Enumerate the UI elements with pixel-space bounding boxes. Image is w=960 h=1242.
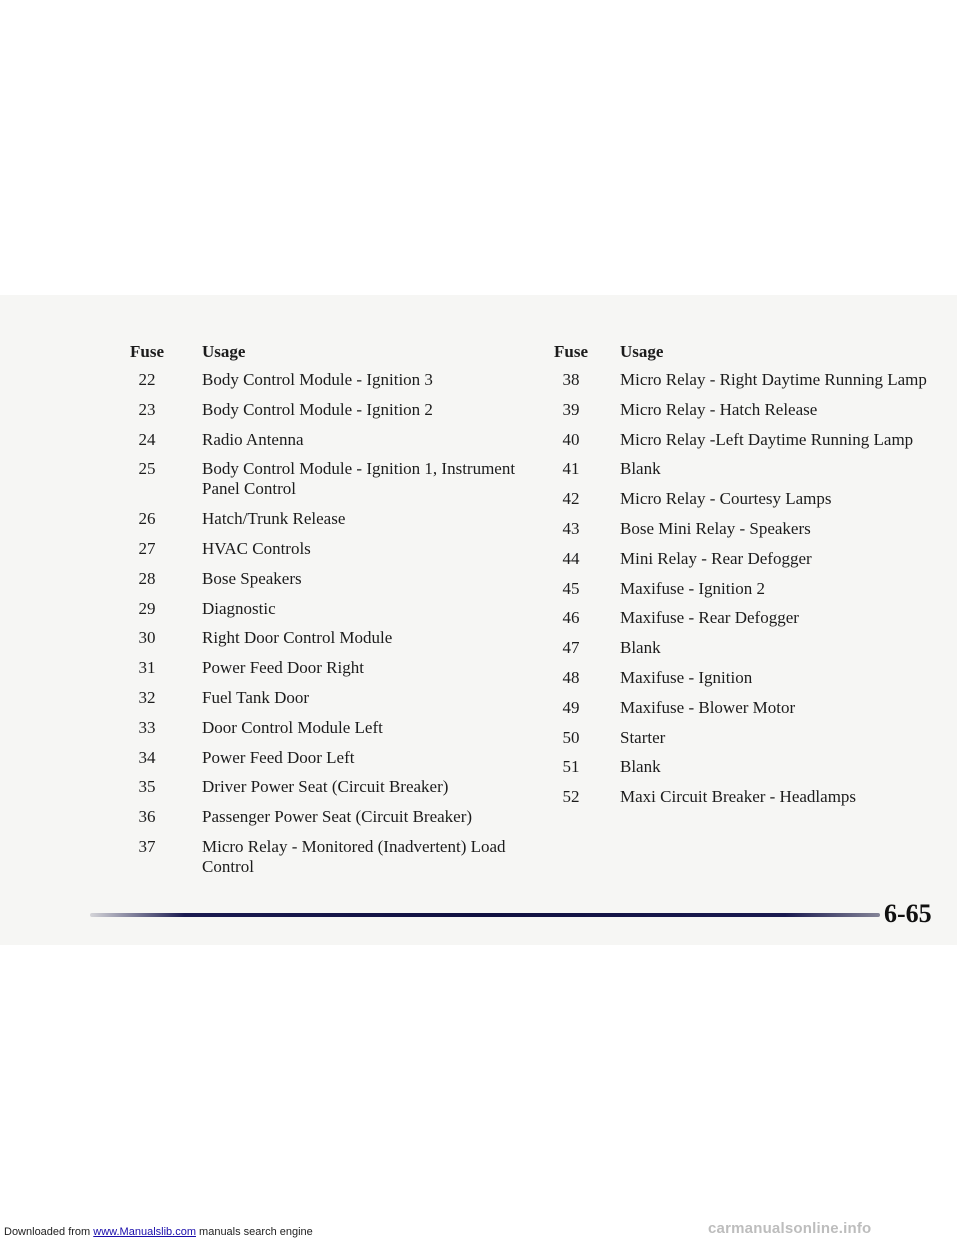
fuse-usage: Blank xyxy=(620,757,661,777)
table-row xyxy=(520,608,960,638)
fuse-number: 39 xyxy=(562,399,580,419)
fuse-usage: Bose Mini Relay - Speakers xyxy=(620,518,811,538)
fuse-number: 30 xyxy=(138,628,156,648)
table-row xyxy=(0,658,520,688)
fuse-number: 45 xyxy=(562,578,580,598)
fuse-number: 29 xyxy=(138,598,156,618)
fuse-usage: Body Control Module - Ignition 1, Instrument Panel Control xyxy=(202,459,516,499)
fuse-usage: Maxifuse - Blower Motor xyxy=(620,697,796,717)
fuse-number: 48 xyxy=(562,667,580,687)
fuse-number: 46 xyxy=(562,608,580,628)
fuse-number: 40 xyxy=(562,429,580,449)
fuse-usage: Micro Relay - Courtesy Lamps xyxy=(620,489,832,509)
fuse-number: 23 xyxy=(138,399,156,419)
fuse-usage: HVAC Controls xyxy=(202,538,311,558)
fuse-number: 47 xyxy=(562,638,580,658)
fuse-number: 36 xyxy=(138,807,156,827)
table-row xyxy=(0,599,520,629)
table-row xyxy=(520,370,960,400)
fuse-number: 34 xyxy=(138,747,156,767)
table-row xyxy=(520,400,960,430)
table-row xyxy=(0,777,520,807)
fuse-usage: Power Feed Door Left xyxy=(202,747,355,767)
table-row xyxy=(0,459,520,509)
fuse-number: 25 xyxy=(138,459,156,479)
fuse-number: 49 xyxy=(562,697,580,717)
footer-suffix: manuals search engine xyxy=(195,1226,313,1238)
download-footer xyxy=(4,1226,313,1238)
table-row xyxy=(520,668,960,698)
table-row xyxy=(0,509,520,539)
fuse-number: 41 xyxy=(562,459,580,479)
fuse-number: 50 xyxy=(562,727,580,747)
table-row xyxy=(520,489,960,519)
fuse-usage: Micro Relay - Right Daytime Running Lamp xyxy=(620,370,927,389)
fuse-number: 27 xyxy=(138,538,156,558)
fuse-usage: Micro Relay - Monitored (Inadvertent) Load Control xyxy=(202,836,506,876)
table-header xyxy=(520,340,960,370)
table-row xyxy=(0,400,520,430)
fuse-usage: Maxi Circuit Breaker - Headlamps xyxy=(620,787,857,807)
fuse-usage: Micro Relay - Hatch Release xyxy=(620,399,818,419)
table-row xyxy=(520,579,960,609)
fuse-usage: Driver Power Seat (Circuit Breaker) xyxy=(202,777,449,797)
fuse-number: 26 xyxy=(138,509,156,529)
fuse-usage: Right Door Control Module xyxy=(202,628,393,648)
fuse-usage: Mini Relay - Rear Defogger xyxy=(620,548,812,568)
fuse-usage: Door Control Module Left xyxy=(202,717,383,737)
footer-prefix: Downloaded from xyxy=(4,1226,94,1238)
table-row xyxy=(520,728,960,758)
footer-rule xyxy=(90,913,880,917)
fuse-number: 51 xyxy=(562,757,580,777)
usage-column-header: Usage xyxy=(620,342,664,361)
manualslib-link[interactable]: www.Manualslib.com xyxy=(93,1226,196,1238)
fuse-usage: Body Control Module - Ignition 2 xyxy=(202,399,433,419)
table-row xyxy=(0,748,520,778)
fuse-number: 43 xyxy=(562,518,580,538)
table-row xyxy=(0,837,520,887)
fuse-number: 24 xyxy=(138,429,156,449)
fuse-usage: Micro Relay -Left Daytime Running Lamp xyxy=(620,429,914,449)
fuse-number: 42 xyxy=(562,489,580,509)
fuse-usage: Blank xyxy=(620,459,661,479)
fuse-number: 33 xyxy=(138,717,156,737)
fuse-number: 52 xyxy=(562,787,580,807)
table-row xyxy=(520,430,960,460)
fuse-usage: Maxifuse - Ignition xyxy=(620,667,753,687)
fuse-number: 22 xyxy=(138,370,156,389)
table-row xyxy=(0,628,520,658)
table-header xyxy=(0,340,520,370)
table-row xyxy=(520,638,960,668)
fuse-usage: Passenger Power Seat (Circuit Breaker) xyxy=(202,807,473,827)
fuse-usage: Bose Speakers xyxy=(202,568,302,588)
table-row xyxy=(0,807,520,837)
table-row xyxy=(0,688,520,718)
table-row xyxy=(0,569,520,599)
watermark: carmanualsonline.info xyxy=(708,1220,872,1237)
fuse-usage: Starter xyxy=(620,727,666,747)
table-row xyxy=(520,698,960,728)
table-row xyxy=(0,718,520,748)
fuse-usage: Radio Antenna xyxy=(202,429,304,449)
fuse-column-header: Fuse xyxy=(130,342,164,361)
fuse-usage: Hatch/Trunk Release xyxy=(202,509,346,529)
fuse-usage: Fuel Tank Door xyxy=(202,687,310,707)
fuse-number: 35 xyxy=(138,777,156,797)
fuse-number: 44 xyxy=(562,548,580,568)
fuse-table-right xyxy=(520,340,960,817)
fuse-usage: Maxifuse - Ignition 2 xyxy=(620,578,765,598)
fuse-number: 31 xyxy=(138,658,156,678)
table-row xyxy=(0,370,520,400)
fuse-number: 28 xyxy=(138,568,156,588)
table-row xyxy=(520,757,960,787)
fuse-number: 38 xyxy=(562,370,580,389)
table-row xyxy=(520,519,960,549)
fuse-usage: Maxifuse - Rear Defogger xyxy=(620,608,799,628)
table-row xyxy=(520,549,960,579)
usage-column-header: Usage xyxy=(202,342,246,361)
fuse-usage: Blank xyxy=(620,638,661,658)
table-row xyxy=(520,459,960,489)
fuse-usage: Diagnostic xyxy=(202,598,276,618)
fuse-table-left xyxy=(0,340,520,887)
fuse-number: 32 xyxy=(138,687,156,707)
fuse-usage: Body Control Module - Ignition 3 xyxy=(202,370,433,389)
table-row xyxy=(0,430,520,460)
fuse-number: 37 xyxy=(138,836,156,856)
fuse-column-header: Fuse xyxy=(554,342,588,361)
fuse-usage: Power Feed Door Right xyxy=(202,658,364,678)
page-number: 6-65 xyxy=(884,899,932,928)
table-row xyxy=(0,539,520,569)
table-row xyxy=(520,787,960,817)
